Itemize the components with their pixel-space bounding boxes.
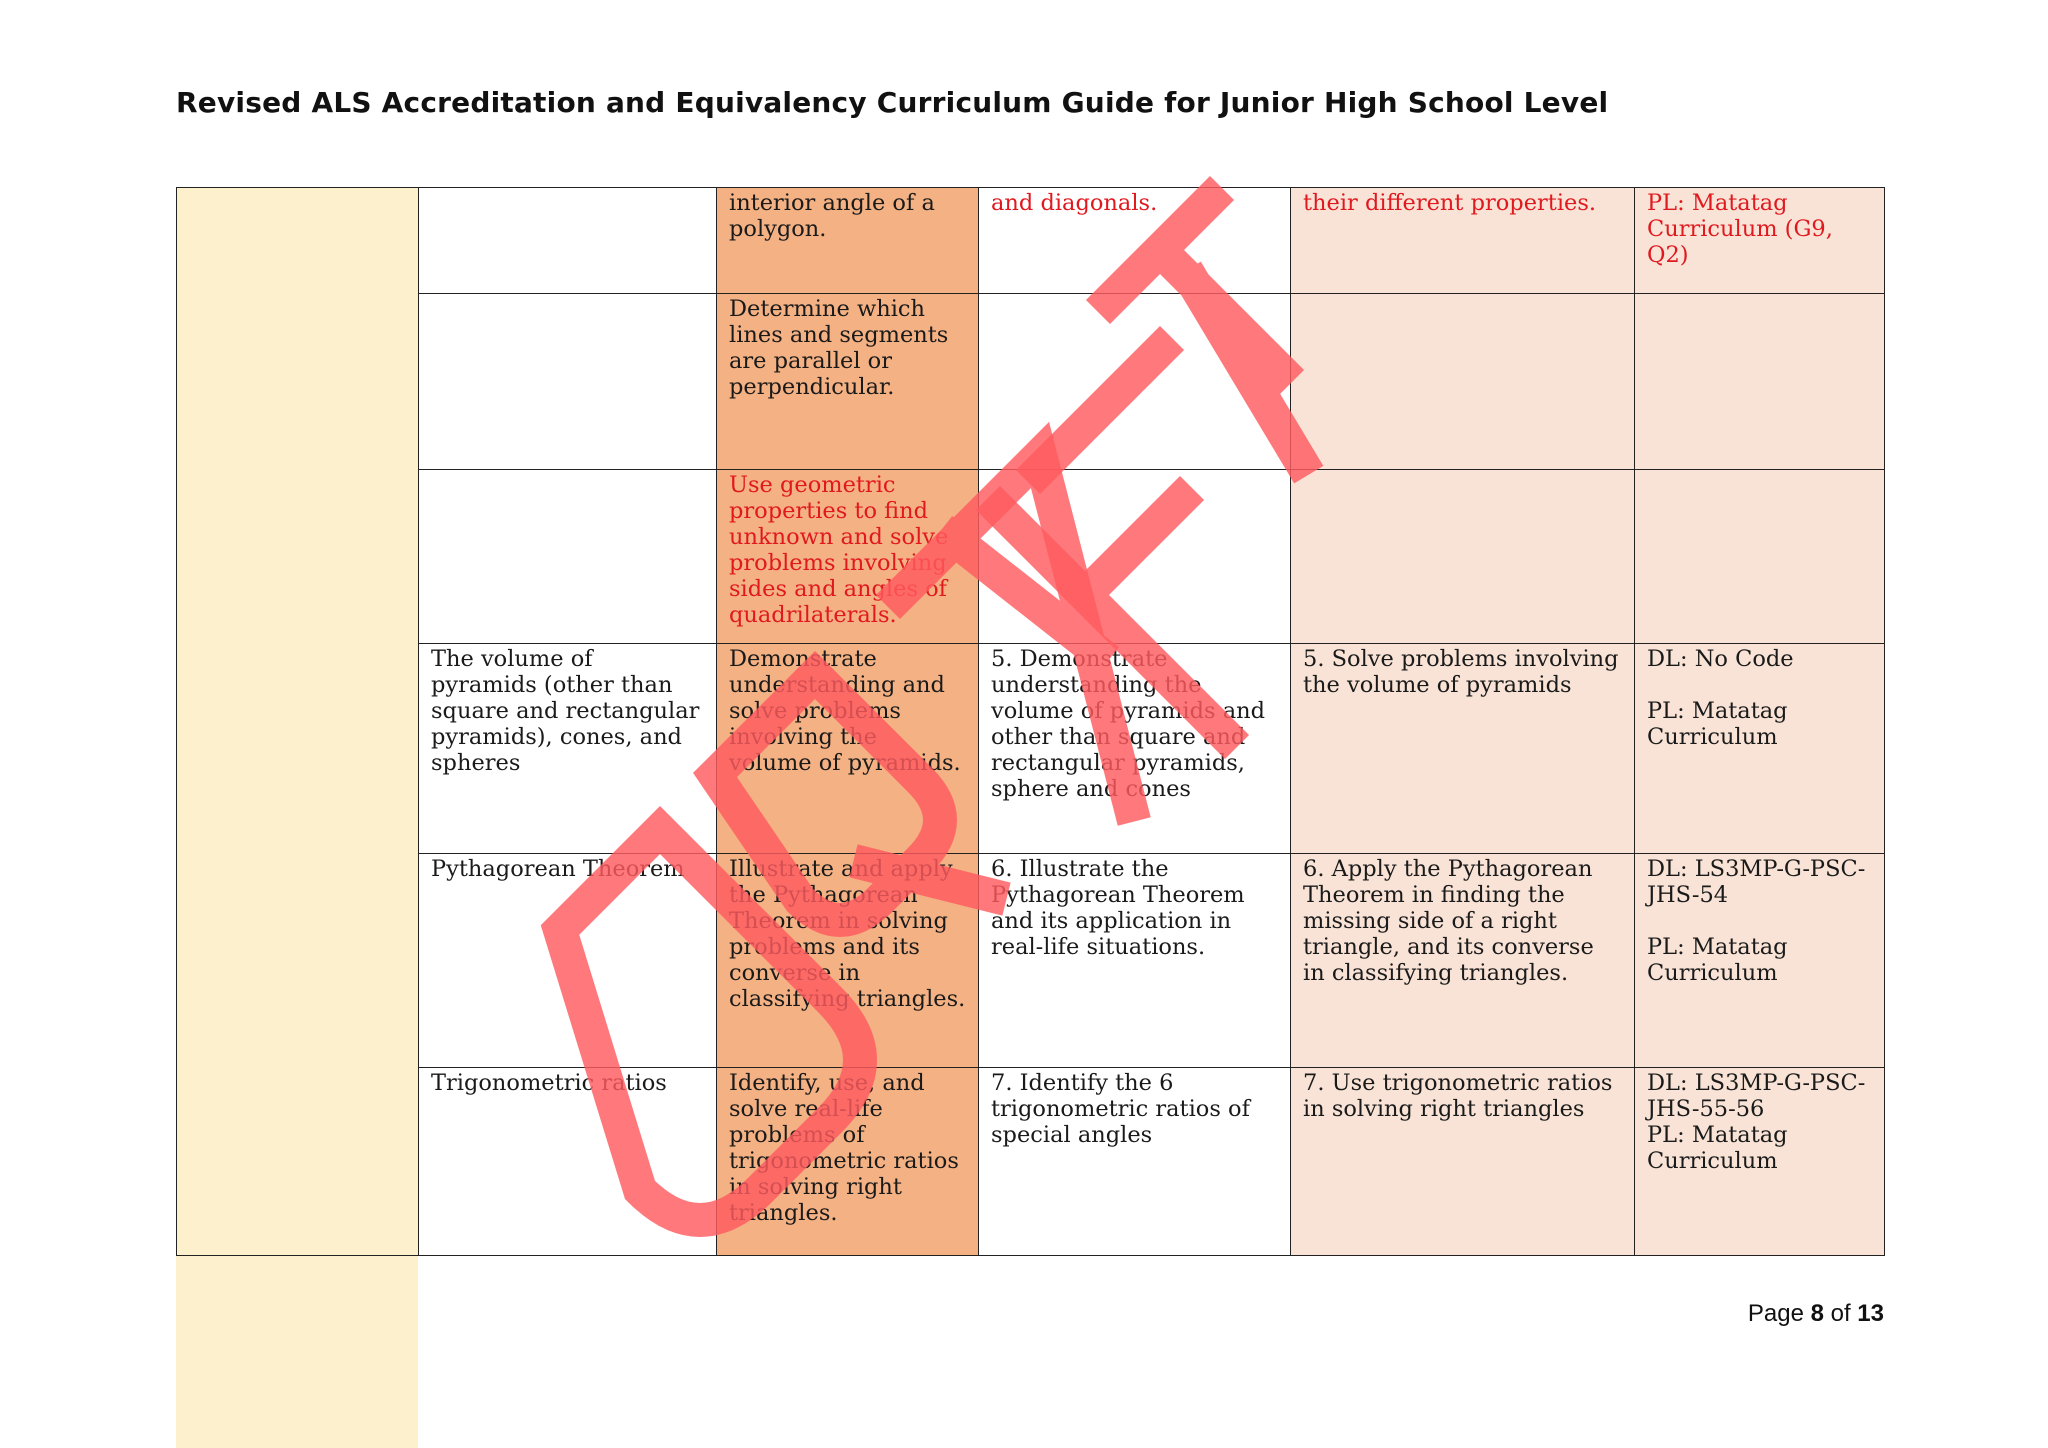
code-cell [1635, 854, 1885, 1068]
table-row [177, 294, 1885, 470]
code-dl: DL: LS3MP-G-PSC-JHS-55-56 [1647, 1070, 1866, 1122]
learning-outcome-cell [1291, 294, 1635, 470]
topic-cell [419, 294, 717, 470]
code-pl: PL: Matatag Curriculum [1647, 934, 1788, 986]
code-pl: PL: Matatag Curriculum [1647, 1122, 1788, 1174]
code-cell [1635, 1068, 1885, 1256]
learning-competency-cell: 5. Demonstrate understanding the volume of pyramids and other than square and rectangular pyramids, sphere and cones [979, 644, 1291, 854]
page-total: 13 [1857, 1300, 1884, 1327]
competency-cell: Demonstrate understanding and solve problems involving the volume of pyramids. [717, 644, 979, 854]
table-row [177, 1068, 1885, 1256]
code-pl: PL: Matatag Curriculum [1647, 698, 1788, 750]
page-mid: of [1823, 1300, 1858, 1327]
learning-outcome-cell [1291, 470, 1635, 644]
learning-competency-cell [979, 470, 1291, 644]
learning-competency-cell: 6. Illustrate the Pythagorean Theorem and its application in real-life situations. [979, 854, 1291, 1068]
topic-cell: Trigonometric ratios [419, 1068, 717, 1256]
code-cell [1635, 470, 1885, 644]
learning-outcome-cell: their different properties. [1291, 188, 1635, 294]
learning-outcome-cell: 7. Use trigonometric ratios in solving right triangles [1291, 1068, 1635, 1256]
competency-cell: Illustrate and apply the Pythagorean Theorem in solving problems and its converse in classifying triangles. [717, 854, 979, 1068]
curriculum-table [176, 187, 1885, 1256]
code-cell [1635, 294, 1885, 470]
code-cell: PL: Matatag Curriculum (G9, Q2) [1635, 188, 1885, 294]
page-number [1748, 1300, 1884, 1328]
topic-cell: The volume of pyramids (other than square and rectangular pyramids), cones, and spheres [419, 644, 717, 854]
topic-cell [419, 470, 717, 644]
table-row [177, 470, 1885, 644]
competency-cell: Identify, use, and solve real-life problems of trigonometric ratios in solving right triangles. [717, 1068, 979, 1256]
table-row [177, 854, 1885, 1068]
strand-cell [177, 188, 419, 1256]
learning-outcome-cell: 5. Solve problems involving the volume of pyramids [1291, 644, 1635, 854]
code-cell [1635, 644, 1885, 854]
code-dl: DL: LS3MP-G-PSC-JHS-54 [1647, 856, 1866, 908]
document-title: Revised ALS Accreditation and Equivalency Curriculum Guide for Junior High School Level [176, 86, 1609, 119]
competency-cell: Use geometric properties to find unknown and solve problems involving sides and angles of quadrilaterals. [717, 470, 979, 644]
code-dl: DL: No Code [1647, 646, 1794, 672]
learning-competency-cell: 7. Identify the 6 trigonometric ratios of special angles [979, 1068, 1291, 1256]
page-current: 8 [1810, 1300, 1824, 1327]
learning-competency-cell [979, 294, 1291, 470]
topic-cell: Pythagorean Theorem [419, 854, 717, 1068]
learning-competency-cell: and diagonals. [979, 188, 1291, 294]
competency-cell: interior angle of a polygon. [717, 188, 979, 294]
table-row [177, 188, 1885, 294]
competency-cell: Determine which lines and segments are parallel or perpendicular. [717, 294, 979, 470]
learning-outcome-cell: 6. Apply the Pythagorean Theorem in finding the missing side of a right triangle, and its converse in classifying triangles. [1291, 854, 1635, 1068]
page-prefix: Page [1747, 1300, 1811, 1327]
topic-cell [419, 188, 717, 294]
table-row [177, 644, 1885, 854]
